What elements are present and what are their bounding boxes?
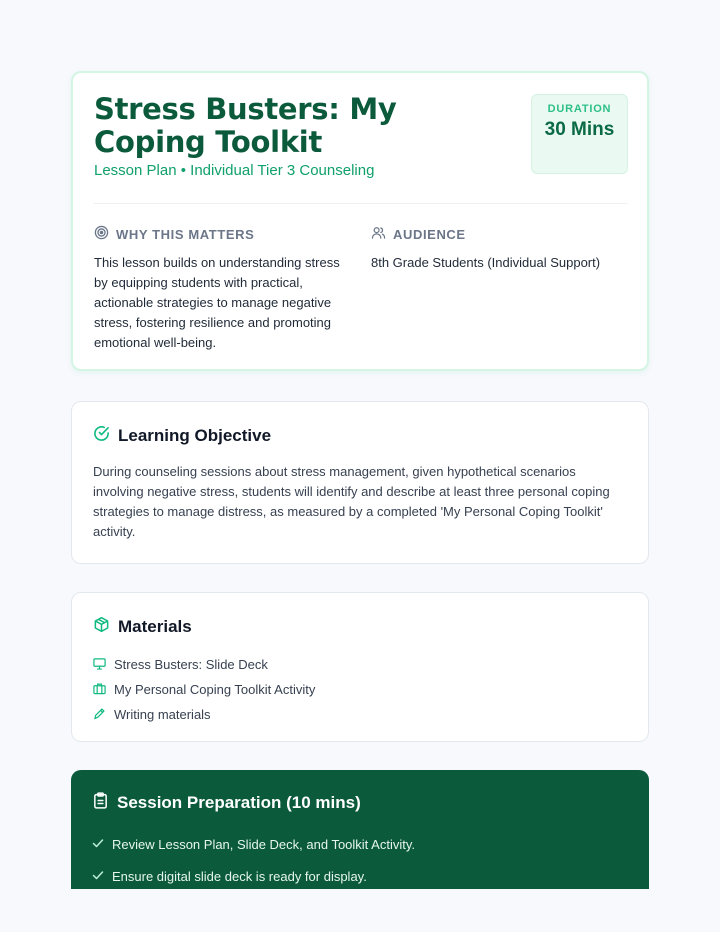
page-bottom-edge <box>0 889 720 932</box>
list-item <box>93 652 315 677</box>
materials-heading <box>93 616 192 638</box>
why-this-matters-text: This lesson builds on understanding stress by equipping students with practical, actionable strategies to manage negative stress, fostering resilience and promoting emotional well-being. <box>94 255 340 350</box>
list-item <box>92 828 415 860</box>
toolkit-icon <box>93 682 106 698</box>
header-divider <box>94 203 628 204</box>
check-icon <box>92 837 104 852</box>
why-heading-label: WHY THIS MATTERS <box>116 226 255 242</box>
lesson-subtitle: Lesson Plan • Individual Tier 3 Counseling <box>94 162 375 179</box>
audience-heading <box>371 225 631 243</box>
duration-badge <box>531 94 628 174</box>
audience-heading-label: AUDIENCE <box>393 226 466 242</box>
learning-objective-heading <box>93 425 271 447</box>
list-item <box>93 677 315 702</box>
learning-objective-card <box>71 401 649 564</box>
materials-card <box>71 592 649 742</box>
material-label: Stress Busters: Slide Deck <box>114 657 268 672</box>
why-this-matters-section <box>94 225 354 353</box>
session-preparation-title: Session Preparation (10 mins) <box>117 793 361 812</box>
preparation-item-label: Ensure digital slide deck is ready for display. <box>112 868 367 884</box>
why-this-matters-heading <box>94 225 354 243</box>
materials-list <box>93 652 315 727</box>
pen-icon <box>93 707 106 723</box>
learning-objective-text: During counseling sessions about stress management, given hypothetical scenarios involving negative stress, students will identify and describe at least three personal coping strategies to manage distress, as measured by a completed 'My Personal Coping Toolkit' activity. <box>93 464 610 539</box>
learning-objective-title: Learning Objective <box>118 426 272 445</box>
duration-value: 30 Mins <box>544 119 615 140</box>
preparation-list <box>92 828 415 892</box>
audience-text: 8th Grade Students (Individual Support) <box>371 255 601 270</box>
check-circle-icon <box>93 425 110 447</box>
package-icon <box>93 616 110 638</box>
audience-section <box>371 225 631 273</box>
materials-title: Materials <box>118 617 192 636</box>
users-icon <box>371 225 386 243</box>
list-item <box>92 860 415 892</box>
session-preparation-heading <box>92 792 361 814</box>
material-label: Writing materials <box>114 707 211 722</box>
monitor-icon <box>93 657 106 673</box>
target-icon <box>94 225 109 243</box>
lesson-title: Stress Busters: My Coping Toolkit <box>94 92 397 159</box>
check-icon <box>92 869 104 884</box>
preparation-item-label: Review Lesson Plan, Slide Deck, and Toolkit Activity. <box>112 836 415 852</box>
duration-label: DURATION <box>547 103 612 115</box>
lesson-header-card <box>71 71 649 371</box>
clipboard-icon <box>92 792 109 814</box>
list-item <box>93 702 315 727</box>
material-label: My Personal Coping Toolkit Activity <box>114 682 316 697</box>
